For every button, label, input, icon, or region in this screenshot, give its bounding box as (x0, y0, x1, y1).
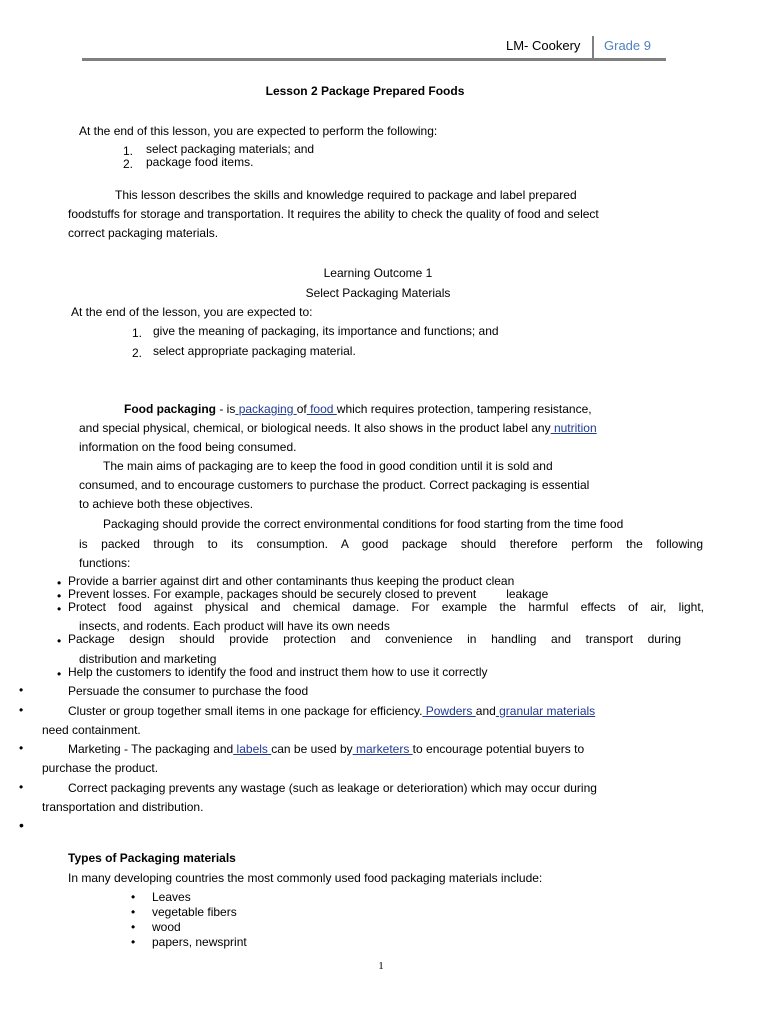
bullet-icon: • (57, 576, 62, 590)
outcome-lead: At the end of the lesson, you are expected to: (71, 305, 313, 319)
intro-item-number: 2. (123, 157, 134, 171)
bullet-icon: • (131, 890, 136, 904)
intro-item-number: 1. (123, 144, 134, 158)
definition-term: Food packaging (124, 402, 217, 416)
types-item: wood (152, 920, 181, 934)
page-number: 1 (378, 960, 384, 972)
bullet-icon: • (131, 935, 136, 949)
bullet-icon: • (19, 817, 24, 833)
header-separator (592, 36, 594, 58)
definition-text: of (296, 402, 307, 416)
function-item: Provide a barrier against dirt and other contaminants thus keeping the product clean (68, 574, 515, 588)
types-item: papers, newsprint (152, 935, 247, 949)
intro-paragraph-line: foodstuffs for storage and transportation. It requires the ability to check the quality of food and select (68, 207, 599, 221)
bullet-icon: • (57, 602, 62, 616)
definition-line-2 (79, 419, 597, 438)
outcome-item-number: 1. (132, 326, 143, 340)
aims-line: consumed, and to encourage customers to purchase the product. Correct packaging is essential (79, 478, 590, 492)
bullet-icon: • (131, 905, 136, 919)
function-item-continued: distribution and marketing (79, 652, 217, 666)
link-powders[interactable]: Powders (422, 704, 476, 718)
function-item: Marketing - The packaging and labels can be used by marketers to encourage potential buyers to (68, 742, 585, 756)
outcome-item: give the meaning of packaging, its importance and functions; and (153, 324, 499, 338)
function-item: Prevent losses. For example, packages should be securely closed to prevent leakage (68, 587, 549, 601)
outcome-subheading: Select Packaging Materials (305, 286, 451, 300)
outcome-item-number: 2. (132, 346, 143, 360)
link-food[interactable]: food (306, 402, 337, 416)
definition-text: - is (216, 402, 236, 416)
link-packaging[interactable]: packaging (235, 402, 297, 416)
header-rule (82, 58, 666, 61)
lesson-title: Lesson 2 Package Prepared Foods (265, 84, 465, 98)
function-item: Protect food against physical and chemical damage. For example the harmful effects of air, light, (68, 600, 704, 614)
function-item: Help the customers to identify the food and instruct them how to use it correctly (68, 665, 488, 679)
definition-text: and special physical, chemical, or biological needs. It also shows in the product label any (79, 421, 551, 435)
bullet-icon: • (19, 780, 24, 794)
header-grade-label: Grade 9 (604, 38, 651, 53)
bullet-icon: • (19, 741, 24, 755)
function-item-continued: insects, and rodents. Each product will have its own needs (79, 619, 390, 633)
functions-paragraph-line: functions: (79, 556, 131, 570)
function-item: Cluster or group together small items in one package for efficiency. Powders and granular materials (68, 704, 596, 718)
outcome-heading: Learning Outcome 1 (323, 266, 433, 280)
function-item: Correct packaging prevents any wastage (such as leakage or deterioration) which may occur during (68, 781, 597, 795)
link-nutrition[interactable]: nutrition (550, 421, 597, 435)
intro-lead: At the end of this lesson, you are expected to perform the following: (79, 124, 438, 138)
function-item: Package design should provide protection and convenience in handling and transport during (68, 632, 681, 646)
bullet-icon: • (57, 634, 62, 648)
definition-line-3: information on the food being consumed. (79, 440, 297, 454)
aims-line: to achieve both these objectives. (79, 497, 254, 511)
definition-line-1 (124, 400, 592, 419)
functions-paragraph-line: is packed through to its consumption. A good package should therefore perform the following (79, 537, 703, 551)
link-labels[interactable]: labels (233, 742, 272, 756)
bullet-icon: • (57, 667, 62, 681)
link-marketers[interactable]: marketers (352, 742, 413, 756)
function-item-continued: need containment. (42, 723, 141, 737)
bullet-icon: • (57, 589, 62, 603)
function-item-continued: purchase the product. (42, 761, 159, 775)
intro-item: package food items. (146, 155, 254, 169)
definition-text: which requires protection, tampering resistance, (336, 402, 592, 416)
function-item-continued: transportation and distribution. (42, 800, 204, 814)
bullet-icon: • (19, 683, 24, 697)
bullet-icon: • (131, 920, 136, 934)
link-granular-materials[interactable]: granular materials (495, 704, 596, 718)
intro-paragraph-line: correct packaging materials. (68, 226, 219, 240)
types-item: Leaves (152, 890, 191, 904)
header-module-label: LM- Cookery (506, 38, 581, 53)
types-lead: In many developing countries the most commonly used food packaging materials include: (68, 871, 543, 885)
intro-item: select packaging materials; and (146, 142, 315, 156)
functions-paragraph-line: Packaging should provide the correct environmental conditions for food starting from the time food (103, 517, 624, 531)
aims-line: The main aims of packaging are to keep the food in good condition until it is sold and (103, 459, 553, 473)
types-item: vegetable fibers (152, 905, 237, 919)
outcome-item: select appropriate packaging material. (153, 344, 356, 358)
intro-paragraph-line: This lesson describes the skills and knowledge required to package and label prepared (115, 188, 577, 202)
bullet-icon: • (19, 703, 24, 717)
function-item: Persuade the consumer to purchase the food (68, 684, 309, 698)
types-heading: Types of Packaging materials (68, 851, 236, 865)
